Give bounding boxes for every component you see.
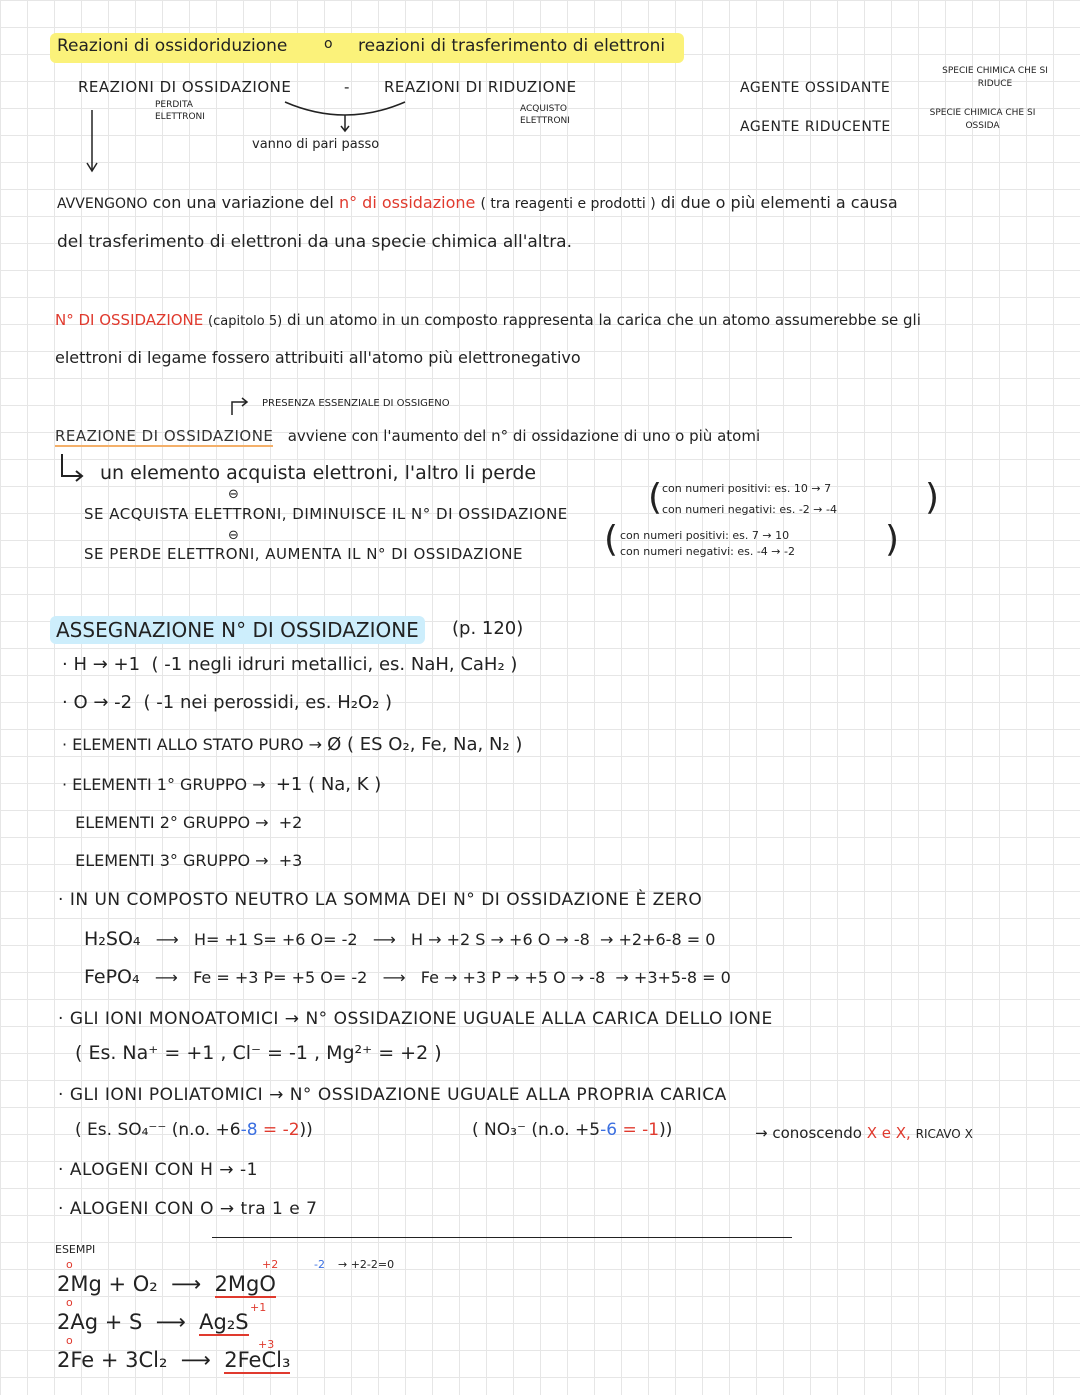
bullet-gain-electrons: SE ACQUISTA ELETTRONI, DIMINUISCE IL N° DI OSSIDAZIONE bbox=[84, 505, 568, 523]
rule-h: · H → +1 ( -1 negli idruri metallici, es. NaH, CaH₂ ) bbox=[62, 654, 518, 675]
r2-sup: +1 bbox=[250, 1301, 267, 1314]
poly-ex1-b: -8 bbox=[240, 1120, 258, 1140]
rule-pure-note: Ø ( ES O₂, Fe, Na, N₂ ) bbox=[327, 734, 523, 755]
avvengono-p2: di due o più elementi a causa bbox=[660, 193, 898, 212]
brace-lose: ( bbox=[604, 519, 619, 560]
avvengono-line1 bbox=[57, 193, 898, 212]
gain-positive: con numeri positivi: es. 10 → 7 bbox=[662, 482, 832, 495]
avvengono-lead: AVVENGONO bbox=[57, 196, 148, 212]
bullet-lose-electrons: SE PERDE ELETTRONI, AUMENTA IL N° DI OSSIDAZIONE bbox=[84, 545, 524, 563]
rule-h-note: ( -1 negli idruri metallici, es. NaH, CaH₂ ) bbox=[151, 654, 518, 675]
brace-lose-close: ) bbox=[885, 519, 900, 560]
r2-reac: 2Ag + S bbox=[57, 1310, 143, 1334]
neutral-rule: · IN UN COMPOSTO NEUTRO LA SOMMA DEI N° DI OSSIDAZIONE È ZERO bbox=[58, 890, 703, 910]
numox-text1: di un atomo in un composto rappresenta la carica che un atomo assumerebbe se gli bbox=[286, 311, 921, 329]
reaction-1 bbox=[57, 1272, 276, 1296]
agent-oxidant: AGENTE OSSIDANTE bbox=[740, 80, 891, 96]
r2-zero: o bbox=[66, 1296, 73, 1309]
poly-ex2-b: -6 bbox=[600, 1120, 618, 1140]
rule-group2-text: ELEMENTI 2° GRUPPO → bbox=[75, 813, 269, 832]
down-arrow-icon bbox=[84, 108, 100, 174]
fepo4-b: Fe → +3 P → +5 O → -8 bbox=[420, 968, 606, 987]
h2so4-c: → +2+6-8 = 0 bbox=[600, 930, 716, 949]
r3-prod: 2FeCl₃ bbox=[224, 1348, 291, 1372]
minus-sign-1: ⊖ bbox=[228, 487, 239, 502]
essential-oxygen-note: PRESENZA ESSENZIALE DI OSSIGENO bbox=[262, 398, 450, 409]
assegnazione-page: (p. 120) bbox=[452, 618, 524, 639]
poly-ex1-c: = -2 bbox=[262, 1120, 300, 1140]
reaction-2 bbox=[57, 1310, 249, 1334]
corner-arrow-icon bbox=[228, 396, 250, 416]
brace-gain-close: ) bbox=[925, 477, 940, 518]
title-separator: o bbox=[324, 36, 333, 52]
rule-group2 bbox=[70, 813, 302, 832]
halogen-o: · ALOGENI CON O → tra 1 e 7 bbox=[58, 1199, 318, 1219]
r1-zero: o bbox=[66, 1258, 73, 1271]
avvengono-paren: ( tra reagenti e prodotti ) bbox=[480, 196, 656, 212]
reaction-3 bbox=[57, 1348, 290, 1372]
rule-group1-text: ELEMENTI 1° GRUPPO → bbox=[72, 775, 266, 794]
mono-rule: · GLI IONI MONOATOMICI → N° OSSIDAZIONE UGUALE ALLA CARICA DELLO IONE bbox=[58, 1009, 773, 1029]
oxidation-label: REAZIONI DI OSSIDAZIONE bbox=[78, 78, 292, 96]
avvengono-p1: con una variazione del bbox=[152, 193, 334, 212]
r1-sum: → +2-2=0 bbox=[338, 1258, 395, 1271]
poly-rule: · GLI IONI POLIATOMICI → N° OSSIDAZIONE UGUALE ALLA PROPRIA CARICA bbox=[58, 1085, 727, 1105]
r1-prod: 2MgO bbox=[214, 1272, 276, 1296]
avvengono-line2: del trasferimento di elettroni da una specie chimica all'altra. bbox=[57, 232, 573, 252]
r3-arrow: ⟶ bbox=[180, 1348, 211, 1372]
return-arrow-icon bbox=[58, 452, 86, 484]
fepo4-a: Fe = +3 P= +5 O= -2 bbox=[193, 968, 368, 987]
r2-arrow: ⟶ bbox=[155, 1310, 186, 1334]
fepo4-formula: FePO₄ bbox=[84, 966, 140, 988]
poly-ex1-d: )) bbox=[299, 1120, 313, 1140]
neutral-rule-text: IN UN COMPOSTO NEUTRO LA SOMMA DEI N° DI OSSIDAZIONE È ZERO bbox=[69, 890, 703, 910]
poly-ex1: ( Es. SO₄⁻⁻ (n.o. +6 bbox=[75, 1120, 241, 1140]
agent-oxidant-def: SPECIE CHIMICA CHE SI RIDUCE bbox=[942, 66, 1048, 89]
rule-group3-text: ELEMENTI 3° GRUPPO → bbox=[75, 851, 269, 870]
together-text: vanno di pari passo bbox=[252, 137, 380, 152]
lose-negative: con numeri negativi: es. -4 → -2 bbox=[620, 545, 795, 558]
rule-h-text: H → +1 bbox=[73, 654, 141, 675]
r1-sup-b: -2 bbox=[314, 1258, 325, 1271]
r3-sup: +3 bbox=[258, 1338, 275, 1351]
example-h2so4: H₂SO₄ ⟶ H= +1 S= +6 O= -2 ⟶ H → +2 S → +6 O → -8 → +2+6-8 = 0 bbox=[84, 928, 716, 950]
title-right: reazioni di trasferimento di elettroni bbox=[358, 36, 666, 56]
minus-sign-2: ⊖ bbox=[228, 528, 239, 543]
h2so4-formula: H₂SO₄ bbox=[84, 928, 141, 950]
h2so4-a: H= +1 S= +6 O= -2 bbox=[194, 930, 358, 949]
mono-example: ( Es. Na⁺ = +1 , Cl⁻ = -1 , Mg²⁺ = +2 ) bbox=[75, 1042, 442, 1064]
rule-o: · O → -2 ( -1 nei perossidi, es. H₂O₂ ) bbox=[62, 692, 393, 713]
reduction-label: REAZIONI DI RIDUZIONE bbox=[384, 78, 577, 96]
poly-rule-text: GLI IONI POLIATOMICI → N° OSSIDAZIONE UGUALE ALLA PROPRIA CARICA bbox=[69, 1085, 727, 1105]
divider-line bbox=[212, 1237, 792, 1238]
rule-group3-note: +3 bbox=[278, 851, 303, 870]
numox-line1 bbox=[55, 311, 921, 329]
halogen-h: · ALOGENI CON H → -1 bbox=[58, 1160, 258, 1180]
numox-chap: (capitolo 5) bbox=[208, 314, 283, 329]
reazione-ox-label: REAZIONE DI OSSIDAZIONE bbox=[55, 427, 274, 445]
poly-note-b: RICAVO X bbox=[915, 1127, 973, 1141]
reazione-ox-text: avviene con l'aumento del n° di ossidazione di uno o più atomi bbox=[287, 427, 761, 445]
oxidation-number-highlight: n° di ossidazione bbox=[338, 193, 476, 212]
oxidation-note: PERDITA ELETTRONI bbox=[155, 100, 205, 122]
rule-group3 bbox=[70, 851, 302, 870]
poly-example-2 bbox=[472, 1120, 672, 1140]
poly-note-a: → conoscendo bbox=[755, 1124, 862, 1142]
r3-reac: 2Fe + 3Cl₂ bbox=[57, 1348, 168, 1372]
rule-pure-text: ELEMENTI ALLO STATO PURO → bbox=[72, 735, 323, 754]
fepo4-c: → +3+5-8 = 0 bbox=[615, 968, 731, 987]
poly-note-x: X e X, bbox=[866, 1124, 911, 1142]
rule-o-text: O → -2 bbox=[73, 692, 133, 713]
rule-o-note: ( -1 nei perossidi, es. H₂O₂ ) bbox=[143, 692, 393, 713]
lose-positive: con numeri positivi: es. 7 → 10 bbox=[620, 529, 790, 542]
halogen-h-text: ALOGENI CON H → -1 bbox=[69, 1160, 258, 1180]
r1-reac: 2Mg + O₂ bbox=[57, 1272, 158, 1296]
rule-group1: · ELEMENTI 1° GRUPPO → +1 ( Na, K ) bbox=[62, 774, 382, 795]
reazione-ox-line bbox=[55, 427, 760, 445]
brace-gain: ( bbox=[648, 477, 663, 518]
title-left: Reazioni di ossidoriduzione bbox=[57, 36, 288, 56]
rule-group1-note: +1 ( Na, K ) bbox=[275, 774, 382, 795]
r1-sup-a: +2 bbox=[262, 1258, 279, 1271]
reazione-arrow-text: un elemento acquista elettroni, l'altro li perde bbox=[100, 462, 537, 484]
rule-group2-note: +2 bbox=[278, 813, 303, 832]
halogen-o-text: ALOGENI CON O → tra 1 e 7 bbox=[69, 1199, 318, 1219]
poly-ex2-d: )) bbox=[659, 1120, 673, 1140]
agent-reducing-def: SPECIE CHIMICA CHE SI OSSIDA bbox=[929, 108, 1036, 131]
example-fepo4: FePO₄ ⟶ Fe = +3 P= +5 O= -2 ⟶ Fe → +3 P → +5 O → -8 → +3+5-8 = 0 bbox=[84, 966, 731, 988]
poly-ex2: ( NO₃⁻ (n.o. +5 bbox=[472, 1120, 601, 1140]
h2so4-b: H → +2 S → +6 O → -8 bbox=[411, 930, 590, 949]
mono-rule-text: GLI IONI MONOATOMICI → N° OSSIDAZIONE UGUALE ALLA CARICA DELLO IONE bbox=[69, 1009, 773, 1029]
esempi-title: ESEMPI bbox=[55, 1243, 96, 1256]
gain-negative: con numeri negativi: es. -2 → -4 bbox=[662, 503, 837, 516]
numox-text2: elettroni di legame fossero attribuiti all'atomo più elettronegativo bbox=[55, 348, 581, 367]
agent-reducing: AGENTE RIDUCENTE bbox=[740, 119, 891, 135]
poly-note bbox=[755, 1124, 973, 1142]
dash: - bbox=[344, 78, 350, 96]
r1-arrow: ⟶ bbox=[171, 1272, 202, 1296]
r2-prod: Ag₂S bbox=[199, 1310, 249, 1334]
poly-ex2-c: = -1 bbox=[622, 1120, 660, 1140]
rule-pure: · ELEMENTI ALLO STATO PURO → Ø ( ES O₂, Fe, Na, N₂ ) bbox=[62, 734, 523, 755]
r3-zero: o bbox=[66, 1334, 73, 1347]
numox-label: N° DI OSSIDAZIONE bbox=[55, 311, 204, 329]
assegnazione-title: ASSEGNAZIONE N° DI OSSIDAZIONE bbox=[50, 616, 425, 644]
reduction-note: ACQUISTO ELETTRONI bbox=[520, 104, 570, 126]
poly-example bbox=[75, 1120, 313, 1140]
brace-arrow-icon bbox=[280, 98, 410, 134]
